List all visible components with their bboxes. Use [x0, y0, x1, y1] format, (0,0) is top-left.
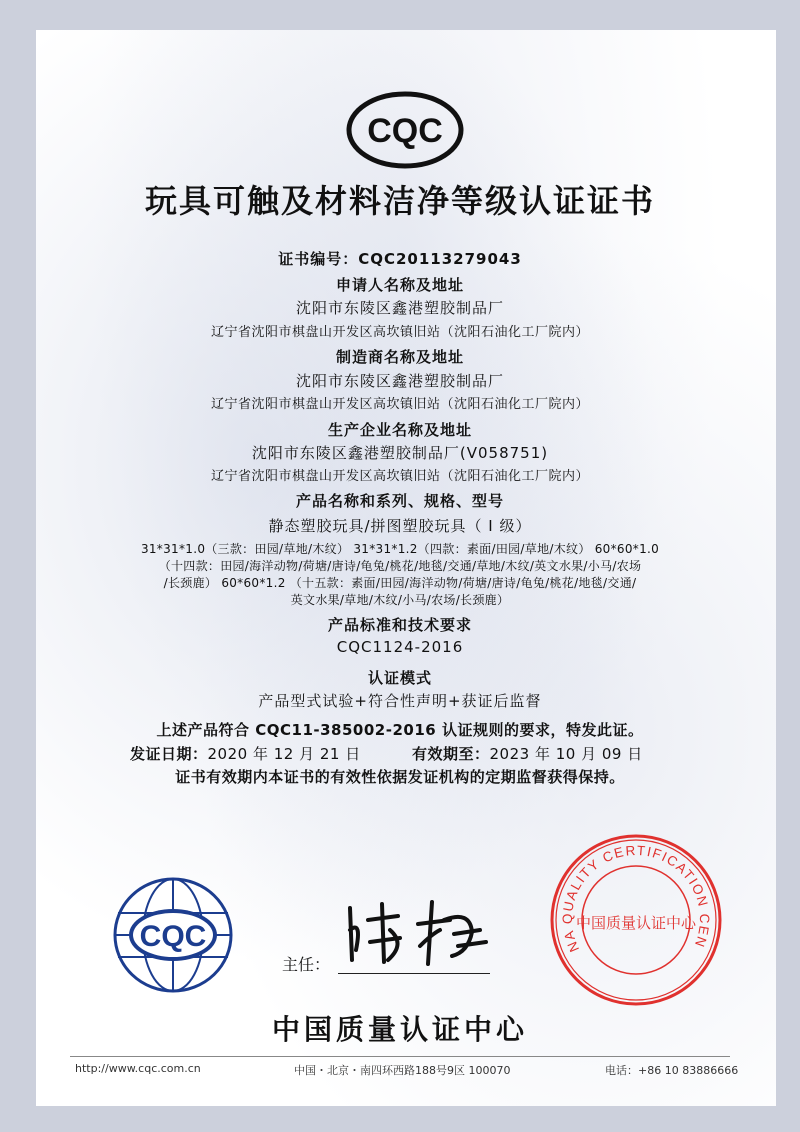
cqc-emblem-icon — [345, 90, 465, 170]
footer-divider — [70, 1056, 730, 1057]
applicant-label: 申请人名称及地址 — [335, 276, 464, 294]
expiry-date: 2023 年 10 月 09 日 — [489, 745, 643, 763]
mode-label: 认证模式 — [367, 669, 432, 687]
manufacturer-address: 辽宁省沈阳市棋盘山开发区高坎镇旧站（沈阳石油化工厂院内） — [210, 397, 589, 412]
factory-address: 辽宁省沈阳市棋盘山开发区高坎镇旧站（沈阳石油化工厂院内） — [210, 469, 589, 484]
official-seal — [548, 832, 724, 1008]
cqc-top-logo — [345, 90, 465, 170]
certificate-number: 证书编号：CQC20113279043 — [278, 250, 522, 268]
footer-website[interactable]: http://www.cqc.com.cn — [75, 1062, 201, 1075]
organization-name: 中国质量认证中心 — [271, 1013, 528, 1046]
product-spec-line: 31*31*1.0（三款：田园/草地/木纹） 31*31*1.2（四款：素面/田园/草地/木纹） 60*60*1.0 — [140, 542, 660, 556]
validity-note: 证书有效期内本证书的有效性依据发证机构的定期监督获得保持。 — [175, 768, 625, 786]
expiry-date-row — [412, 743, 643, 764]
product-spec-line: 英文水果/草地/木纹/小马/农场/长颈鹿） — [290, 593, 510, 607]
footer-phone: 电话：+86 10 83886666 — [605, 1064, 739, 1077]
mode-value: 产品型式试验+符合性声明+获证后监督 — [258, 692, 542, 710]
seal-outer-text: NA QUALITY CERTIFICATION CEN — [559, 842, 713, 955]
product-label: 产品名称和系列、规格、型号 — [295, 492, 504, 510]
seal-inner-text: 中国质量认证中心 — [575, 914, 697, 932]
director-label: 主任： — [282, 955, 331, 974]
applicant-address: 辽宁省沈阳市棋盘山开发区高坎镇旧站（沈阳石油化工厂院内） — [210, 325, 589, 340]
footer-address: 中国・北京・南四环西路188号9区 100070 — [294, 1064, 511, 1077]
product-spec-line: （十四款：田园/海洋动物/荷塘/唐诗/龟兔/桃花/地毯/交通/草地/木纹/英文水果/小马/农场 — [158, 559, 642, 573]
expiry-date-label: 有效期至： — [412, 745, 490, 763]
cqc-top-logo-text: CQC — [367, 112, 443, 150]
cqc-globe-logo — [108, 875, 238, 995]
standard-label: 产品标准和技术要求 — [327, 616, 472, 634]
manufacturer-name: 沈阳市东陵区鑫港塑胶制品厂 — [295, 372, 504, 390]
standard-value: CQC1124-2016 — [336, 638, 464, 656]
certificate-title: 玩具可触及材料洁净等级认证证书 — [144, 182, 655, 220]
signature-icon — [340, 890, 500, 970]
factory-name: 沈阳市东陵区鑫港塑胶制品厂(V058751) — [251, 444, 549, 462]
product-name: 静态塑胶玩具/拼图塑胶玩具（ Ⅰ 级） — [268, 517, 532, 535]
issue-date: 2020 年 12 月 21 日 — [207, 745, 361, 763]
cqc-globe-logo-text: CQC — [139, 920, 207, 953]
issue-date-row — [130, 743, 361, 764]
product-spec-line: /长颈鹿） 60*60*1.2 （十五款：素面/田园/海洋动物/荷塘/唐诗/龟兔/桃花/地毯/交通/ — [163, 576, 637, 590]
declaration: 上述产品符合 CQC11-385002-2016 认证规则的要求，特发此证。 — [156, 721, 644, 739]
globe-icon — [108, 875, 238, 995]
factory-label: 生产企业名称及地址 — [327, 421, 472, 439]
applicant-name: 沈阳市东陵区鑫港塑胶制品厂 — [295, 299, 504, 317]
manufacturer-label: 制造商名称及地址 — [335, 348, 464, 366]
seal-icon — [548, 832, 724, 1008]
signature-line — [338, 973, 490, 974]
issue-date-label: 发证日期： — [130, 745, 208, 763]
director-signature — [340, 890, 500, 970]
